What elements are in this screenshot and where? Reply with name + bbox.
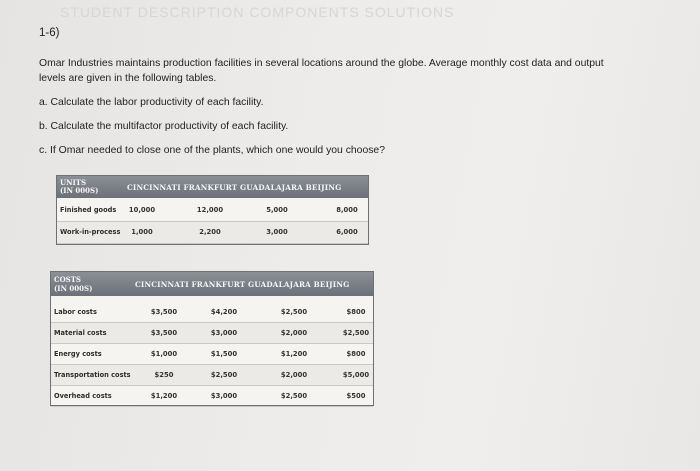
table-row bbox=[51, 386, 373, 407]
table-cell: 10,000 bbox=[128, 206, 156, 214]
table-cell: 3,000 bbox=[266, 228, 288, 236]
intro-line-2: levels are given in the following tables. bbox=[39, 73, 217, 84]
table-cell: 1,000 bbox=[131, 228, 153, 236]
table-row bbox=[51, 344, 373, 365]
units-table-header bbox=[57, 176, 368, 198]
part-b: b. Calculate the multifactor productivity of each facility. bbox=[39, 121, 289, 132]
table-cell: $2,500 bbox=[280, 307, 308, 316]
table-cell: $2,000 bbox=[280, 370, 308, 379]
table-cell: $1,500 bbox=[210, 349, 238, 358]
row-label: Energy costs bbox=[54, 349, 102, 358]
table-cell: $5,000 bbox=[342, 370, 370, 379]
table-cell: 2,200 bbox=[199, 228, 221, 236]
costs-label: COSTS bbox=[54, 275, 81, 284]
table-row bbox=[51, 323, 373, 344]
table-cell: $800 bbox=[346, 349, 366, 358]
row-label: Material costs bbox=[54, 328, 107, 337]
row-label: Labor costs bbox=[54, 307, 97, 316]
part-c: c. If Omar needed to close one of the plants, which one would you choose? bbox=[39, 145, 385, 156]
table-cell: $2,500 bbox=[280, 391, 308, 400]
row-label: Work-in-process bbox=[60, 228, 121, 236]
question-number: 1-6) bbox=[39, 27, 60, 39]
table-row bbox=[51, 302, 373, 323]
table-cell: $3,000 bbox=[210, 328, 238, 337]
part-a: a. Calculate the labor productivity of each facility. bbox=[39, 97, 264, 108]
table-cell: $1,000 bbox=[150, 349, 178, 358]
table-cell: $250 bbox=[154, 370, 174, 379]
table-cell: 6,000 bbox=[336, 228, 358, 236]
table-cell: $4,200 bbox=[210, 307, 238, 316]
table-cell: 12,000 bbox=[196, 206, 224, 214]
costs-table-header bbox=[51, 272, 373, 296]
costs-column-headers: CINCINNATI FRANKFURT GUADALAJARA BEIJING bbox=[135, 280, 350, 289]
table-cell: $1,200 bbox=[150, 391, 178, 400]
units-label: UNITS bbox=[60, 178, 87, 187]
table-cell: $2,500 bbox=[342, 328, 370, 337]
units-table bbox=[56, 175, 369, 245]
problem-intro bbox=[39, 56, 659, 86]
table-row bbox=[57, 200, 368, 222]
units-label-sub: (IN 000S) bbox=[60, 186, 99, 195]
table-cell: $500 bbox=[346, 391, 366, 400]
table-cell: $3,500 bbox=[150, 307, 178, 316]
table-cell: $1,200 bbox=[280, 349, 308, 358]
costs-table bbox=[50, 271, 374, 406]
row-label: Overhead costs bbox=[54, 391, 112, 400]
table-cell: 5,000 bbox=[266, 206, 288, 214]
table-row bbox=[57, 222, 368, 244]
costs-label-sub: (IN 000S) bbox=[54, 284, 93, 293]
intro-line-1: Omar Industries maintains production facilities in several locations around the globe. Average monthly cost data and output bbox=[39, 58, 604, 69]
table-cell: 8,000 bbox=[336, 206, 358, 214]
bleed-through-header: STUDENT DESCRIPTION COMPONENTS SOLUTIONS bbox=[60, 4, 455, 20]
table-cell: $3,500 bbox=[150, 328, 178, 337]
units-column-headers: CINCINNATI FRANKFURT GUADALAJARA BEIJING bbox=[127, 183, 342, 192]
row-label: Transportation costs bbox=[54, 370, 131, 379]
table-cell: $800 bbox=[346, 307, 366, 316]
table-cell: $2,000 bbox=[280, 328, 308, 337]
row-label: Finished goods bbox=[60, 206, 117, 214]
table-row bbox=[51, 365, 373, 386]
table-cell: $3,000 bbox=[210, 391, 238, 400]
table-cell: $2,500 bbox=[210, 370, 238, 379]
